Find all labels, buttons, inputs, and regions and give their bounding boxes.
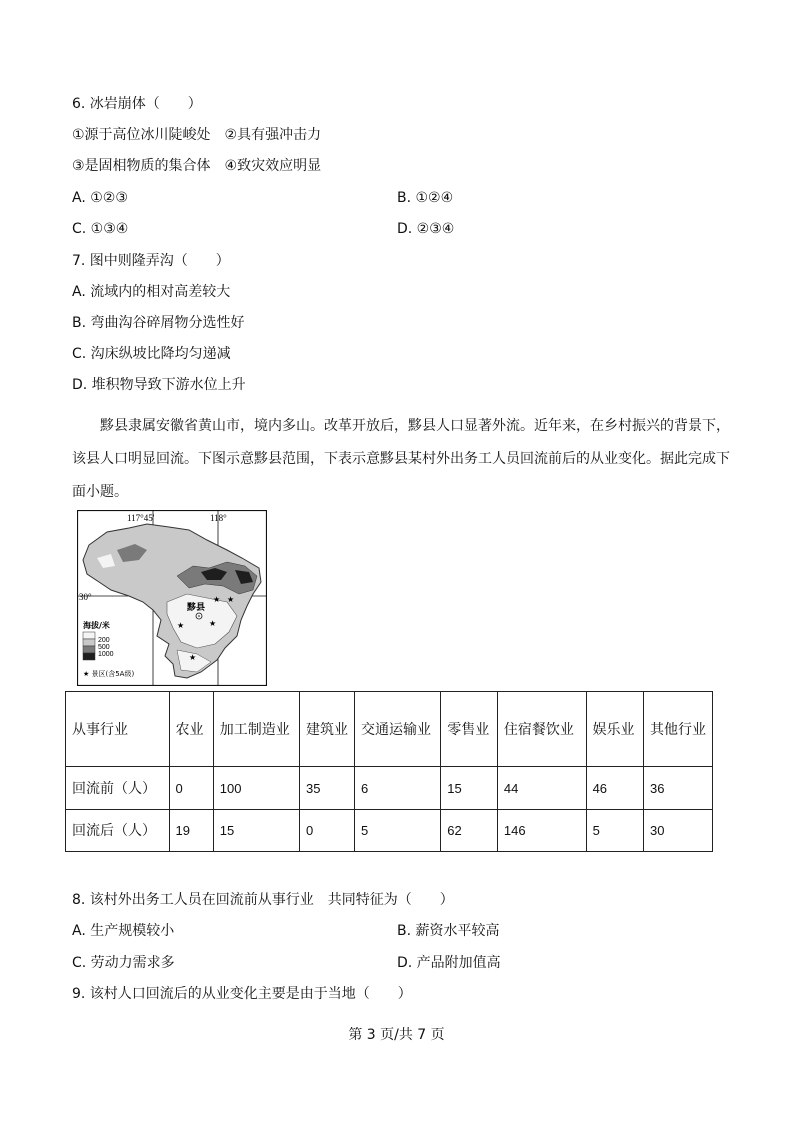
table-cell: 5 <box>355 809 441 851</box>
table-cell: 62 <box>441 809 498 851</box>
legend-value-200: 200 <box>98 637 110 644</box>
scenic-star-1: ★ <box>213 595 221 604</box>
county-name-label: 黟县 <box>187 603 206 613</box>
table-cell: 36 <box>644 767 713 809</box>
table-cell: 0 <box>300 809 355 851</box>
q7-option-b: B. 弯曲沟谷碎屑物分选性好 <box>72 315 245 331</box>
q7-option-a: A. 流域内的相对高差较大 <box>72 284 231 300</box>
table-row <box>66 767 713 809</box>
reading-passage-text: 黟县隶属安徽省黄山市，境内多山。改革开放后，黟县人口显著外流。近年来，在乡村振兴的背景下，该县人口明显回流。下图示意黟县范围，下表示意黟县某村外出务工人员回流前后的从业变化。据此完成下面小题。 <box>72 418 730 500</box>
table-header-cell: 建筑业 <box>300 692 355 767</box>
lon-label-right: 118° <box>210 513 227 523</box>
q6-statements-1: ①源于高位冰川陡峻处 ②具有强冲击力 <box>72 127 322 143</box>
table-cell: 100 <box>213 767 299 809</box>
table-cell: 5 <box>586 809 643 851</box>
q6-stem: 6. 冰岩崩体（ ） <box>72 96 202 112</box>
table-cell: 44 <box>497 767 586 809</box>
table-cell: 0 <box>169 767 213 809</box>
table-cell: 35 <box>300 767 355 809</box>
employment-table <box>65 691 713 852</box>
table-cell: 19 <box>169 809 213 851</box>
q7-option-d: D. 堆积物导致下游水位上升 <box>72 377 246 393</box>
q6-option-c: C. ①③④ <box>72 221 129 237</box>
table-header-cell: 农业 <box>169 692 213 767</box>
q6-option-a: A. ①②③ <box>72 190 128 206</box>
legend-swatch-top <box>83 653 95 660</box>
table-row <box>66 809 713 851</box>
legend-swatch-low <box>83 632 95 639</box>
county-map <box>77 510 267 686</box>
scenic-star-4: ★ <box>189 653 197 662</box>
q6-option-b: B. ①②④ <box>397 190 454 206</box>
legend-swatch-high <box>83 646 95 653</box>
q8-option-c: C. 劳动力需求多 <box>72 955 175 971</box>
table-header-cell: 交通运输业 <box>355 692 441 767</box>
table-header-cell: 娱乐业 <box>586 692 643 767</box>
q6-statements-2: ③是固相物质的集合体 ④致灾效应明显 <box>72 158 322 174</box>
q6-option-d: D. ②③④ <box>397 221 455 237</box>
scenic-star-3: ★ <box>209 619 217 628</box>
q7-stem: 7. 图中则隆弄沟（ ） <box>72 253 230 269</box>
table-cell: 6 <box>355 767 441 809</box>
legend-swatch-mid <box>83 639 95 646</box>
legend-value-1000: 1000 <box>98 651 114 658</box>
table-cell: 15 <box>441 767 498 809</box>
q8-option-d: D. 产品附加值高 <box>397 955 501 971</box>
table-cell: 30 <box>644 809 713 851</box>
legend-title: 海拔/米 <box>83 621 110 630</box>
table-header-cell: 住宿餐饮业 <box>497 692 586 767</box>
reading-passage <box>72 410 732 509</box>
q9-stem: 9. 该村人口回流后的从业变化主要是由于当地（ ） <box>72 986 412 1002</box>
q8-option-a: A. 生产规模较小 <box>72 923 175 939</box>
table-row-label: 回流后（人） <box>66 809 170 851</box>
table-header-cell: 零售业 <box>441 692 498 767</box>
table-header-cell: 加工制造业 <box>213 692 299 767</box>
table-row-label: 回流前（人） <box>66 767 170 809</box>
q8-option-b: B. 薪资水平较高 <box>397 923 500 939</box>
table-header-cell: 从事行业 <box>66 692 170 767</box>
lat-label: 30° <box>79 592 92 602</box>
scenic-star-2: ★ <box>177 621 185 630</box>
table-header-cell: 其他行业 <box>644 692 713 767</box>
table-header-row <box>66 692 713 767</box>
q8-stem: 8. 该村外出务工人员在回流前从事行业 共同特征为（ ） <box>72 892 454 908</box>
page-number: 第 3 页/共 7 页 <box>348 1027 445 1043</box>
legend-value-500: 500 <box>98 644 110 651</box>
legend-scenic: ★ 景区(含5A级) <box>83 670 135 678</box>
lon-label-left: 117°45' <box>127 513 155 523</box>
table-cell: 15 <box>213 809 299 851</box>
q7-option-c: C. 沟床纵坡比降均匀递减 <box>72 346 231 362</box>
scenic-star-5: ★ <box>227 595 235 604</box>
table-cell: 46 <box>586 767 643 809</box>
table-cell: 146 <box>497 809 586 851</box>
